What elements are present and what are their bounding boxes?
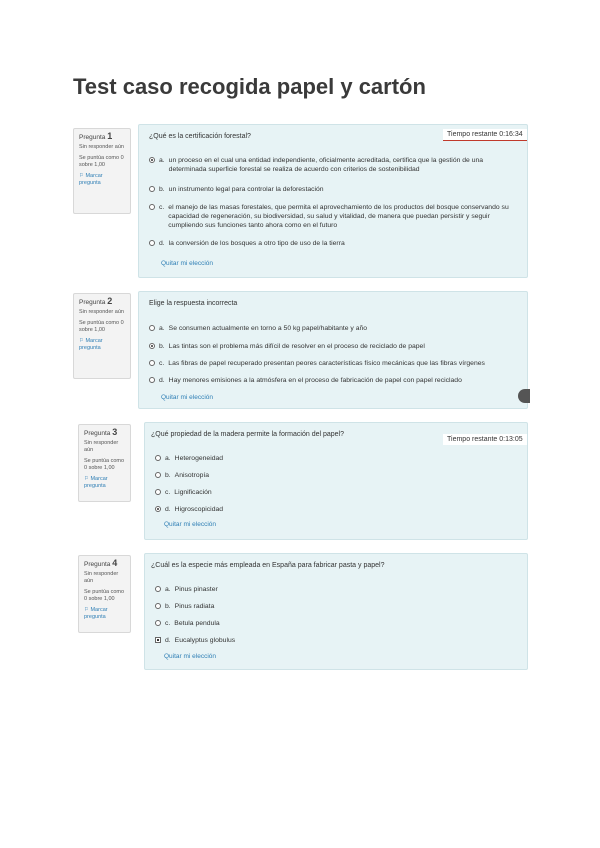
- option-text: Heterogeneidad: [174, 455, 224, 462]
- flag-icon: ⚐: [79, 173, 84, 179]
- question-prompt: Elige la respuesta incorrecta: [149, 300, 238, 307]
- option-letter: b.: [165, 472, 171, 479]
- radio-button[interactable]: [155, 603, 161, 609]
- question-score: Se puntúa como 0 sobre 1,00: [84, 458, 125, 471]
- radio-button[interactable]: [149, 325, 155, 331]
- question-1-content: [138, 124, 528, 278]
- option-text: Se consumen actualmente en torno a 50 kg papel/habitante y año: [168, 325, 368, 332]
- question-status: Sin responder aún: [79, 144, 124, 150]
- checkbox[interactable]: [155, 637, 161, 643]
- option-letter: d.: [165, 637, 171, 644]
- answer-option-d[interactable]: [149, 239, 519, 248]
- quiz-timer: Tiempo restante 0:13:05: [443, 434, 527, 445]
- question-prompt: ¿Qué es la certificación forestal?: [149, 133, 251, 140]
- radio-button[interactable]: [155, 455, 161, 461]
- question-1-info: [73, 128, 131, 214]
- answer-option-a[interactable]: [149, 324, 519, 333]
- option-letter: c.: [159, 360, 165, 367]
- option-text: la conversión de los bosques a otro tipo de uso de la tierra: [168, 240, 345, 247]
- answer-option-c[interactable]: [155, 488, 455, 497]
- option-text: un instrumento legal para controlar la deforestación: [168, 186, 324, 193]
- option-text: Eucalyptus globulus: [174, 637, 236, 644]
- radio-button[interactable]: [149, 377, 155, 383]
- question-2-content: [138, 291, 528, 409]
- option-text: Higroscopicidad: [174, 506, 224, 513]
- answer-option-b[interactable]: [149, 342, 519, 351]
- option-letter: c.: [165, 620, 171, 627]
- answer-option-a[interactable]: [149, 156, 519, 174]
- option-text: Anisotropía: [174, 472, 210, 479]
- question-3-info: [78, 424, 131, 502]
- question-number-value: 2: [107, 296, 113, 306]
- option-letter: b.: [165, 603, 171, 610]
- question-number: [79, 133, 125, 141]
- page-title: Test caso recogida papel y cartón: [73, 74, 426, 99]
- answer-option-a[interactable]: [155, 585, 455, 594]
- option-letter: c.: [165, 489, 171, 496]
- radio-button[interactable]: [149, 240, 155, 246]
- question-status: Sin responder aún: [84, 440, 119, 453]
- question-prompt: ¿Qué propiedad de la madera permite la formación del papel?: [151, 431, 345, 438]
- radio-button[interactable]: [155, 489, 161, 495]
- radio-button[interactable]: [149, 343, 155, 349]
- flag-question-link[interactable]: [79, 173, 125, 187]
- question-label: Pregunta: [79, 299, 106, 306]
- option-text: Pinus pinaster: [174, 586, 218, 593]
- quiz-timer: Tiempo restante 0:16:34: [443, 129, 527, 141]
- flag-icon: ⚐: [79, 338, 84, 344]
- clear-choice-link[interactable]: Quitar mi elección: [161, 394, 214, 401]
- flag-label: Marcar pregunta: [84, 607, 108, 620]
- answer-option-b[interactable]: [155, 602, 455, 611]
- question-status: Sin responder aún: [84, 571, 119, 584]
- answer-option-d[interactable]: [149, 376, 519, 385]
- radio-button[interactable]: [149, 186, 155, 192]
- answer-option-d[interactable]: [155, 636, 455, 645]
- option-letter: b.: [159, 186, 165, 193]
- question-number: [84, 429, 125, 437]
- flag-question-link[interactable]: [84, 476, 125, 490]
- question-label: Pregunta: [84, 430, 111, 437]
- option-letter: a.: [159, 157, 165, 164]
- question-score: Se puntúa como 0 sobre 1,00: [79, 320, 124, 333]
- radio-button[interactable]: [155, 472, 161, 478]
- flag-question-link[interactable]: [84, 607, 125, 621]
- radio-button[interactable]: [149, 157, 155, 163]
- question-4-content: [144, 553, 528, 670]
- question-number: [84, 560, 125, 568]
- radio-button[interactable]: [149, 360, 155, 366]
- question-label: Pregunta: [79, 134, 106, 141]
- flag-question-link[interactable]: [79, 338, 125, 352]
- flag-icon: ⚐: [84, 476, 89, 482]
- option-letter: b.: [159, 343, 165, 350]
- question-number: [79, 298, 125, 306]
- flag-label: Marcar pregunta: [79, 338, 103, 351]
- question-status: Sin responder aún: [79, 309, 124, 315]
- question-score: Se puntúa como 0 sobre 1,00: [84, 589, 125, 602]
- option-text: Betula pendula: [174, 620, 220, 627]
- flag-icon: ⚐: [84, 607, 89, 613]
- answer-option-b[interactable]: [155, 471, 455, 480]
- flag-label: Marcar pregunta: [79, 173, 103, 186]
- option-letter: d.: [159, 240, 165, 247]
- option-text: el manejo de las masas forestales, que permita el aprovechamiento de los productos del bosque conservando su capacidad de regeneración, su biodiversidad, su salud y vitalidad, de manera que puedan persistir y seguir cumpliendo sus funciones tanto ahora como en el futuro: [168, 204, 509, 229]
- question-number-value: 1: [107, 131, 113, 141]
- answer-option-b[interactable]: [149, 185, 519, 194]
- question-prompt: ¿Cuál es la especie más empleada en España para fabricar pasta y papel?: [151, 562, 385, 569]
- question-label: Pregunta: [84, 561, 111, 568]
- question-number-value: 4: [112, 558, 118, 568]
- option-text: Lignificación: [174, 489, 212, 496]
- question-score: Se puntúa como 0 sobre 1,00: [79, 155, 124, 168]
- option-text: un proceso en el cual una entidad independiente, oficialmente acreditada, certifica que la gestión de una determinada superficie forestal se realiza de acuerdo con criterios de sostenibilidad: [168, 157, 484, 173]
- answer-option-c[interactable]: [149, 203, 519, 230]
- option-text: Pinus radiata: [174, 603, 215, 610]
- option-text: Las tintas son el problema más difícil de resolver en el proceso de reciclado de papel: [168, 343, 425, 350]
- radio-button[interactable]: [155, 620, 161, 626]
- option-text: Hay menores emisiones a la atmósfera en el proceso de fabricación de papel con papel reciclado: [168, 377, 462, 384]
- option-letter: a.: [165, 586, 171, 593]
- radio-button[interactable]: [155, 506, 161, 512]
- question-4-info: [78, 555, 131, 633]
- question-2-info: [73, 293, 131, 379]
- clear-choice-link[interactable]: Quitar mi elección: [161, 260, 214, 267]
- option-text: Las fibras de papel recuperado presentan peores características físico mecánicas que las fibras vírgenes: [168, 360, 485, 367]
- option-letter: a.: [159, 325, 165, 332]
- option-letter: d.: [159, 377, 165, 384]
- question-number-value: 3: [112, 427, 118, 437]
- clear-choice-link[interactable]: Quitar mi elección: [164, 653, 217, 660]
- answer-option-d[interactable]: [155, 505, 455, 514]
- radio-button[interactable]: [155, 586, 161, 592]
- scroll-handle[interactable]: [518, 389, 530, 403]
- option-letter: a.: [165, 455, 171, 462]
- option-letter: d.: [165, 506, 171, 513]
- option-letter: c.: [159, 204, 165, 211]
- answer-option-c[interactable]: [155, 619, 455, 628]
- answer-option-a[interactable]: [155, 454, 455, 463]
- flag-label: Marcar pregunta: [84, 476, 108, 489]
- radio-button[interactable]: [149, 204, 155, 210]
- answer-option-c[interactable]: [149, 359, 519, 368]
- clear-choice-link[interactable]: Quitar mi elección: [164, 521, 217, 528]
- question-3-content: [144, 422, 528, 540]
